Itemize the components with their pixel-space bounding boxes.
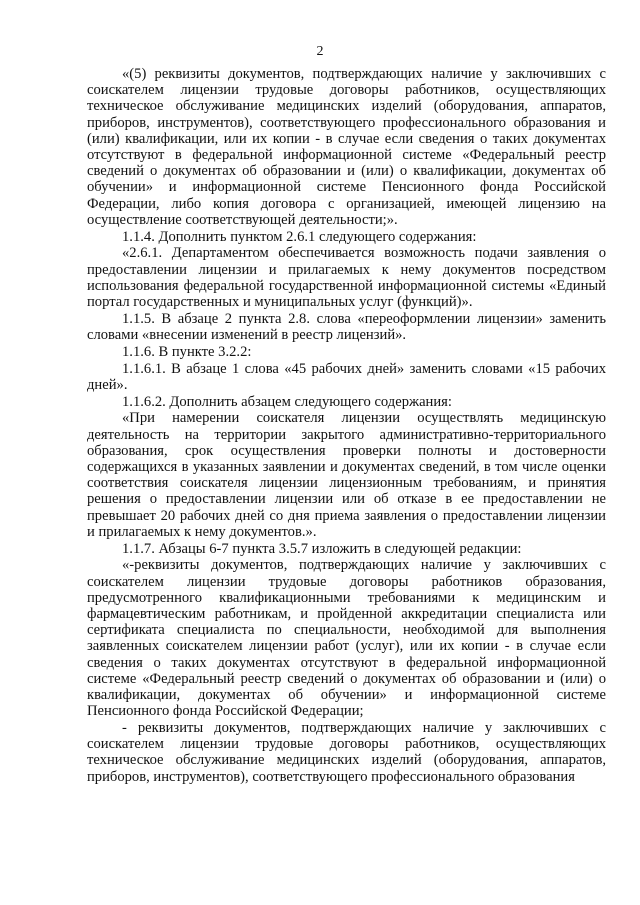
paragraph: - реквизиты документов, подтверждающих наличие у заключивших с соискателем лицензии трудовые договоры работников, осуществляющих техническое обслуживание медицинских изделий (оборудования, аппаратов, приборов, инструментов), соответствующего профессионального образования (87, 720, 606, 785)
paragraph: 1.1.4. Дополнить пунктом 2.6.1 следующего содержания: (122, 228, 477, 245)
paragraph: 1.1.6.2. Дополнить абзацем следующего содержания: (122, 393, 452, 410)
paragraph: «При намерении соискателя лицензии осуществлять медицинскую деятельность на территории закрытого административно-территориального образования, срок осуществления проверки полноты и достоверности содержащихся в указанных заявлении и документах сведений, в том числе оценки соответствия соискателя лицензии лицензионным требованиям, и принятия решения о предоставлении лицензии или об отказе в ее предоставлении не превышает 20 рабочих дней со дня приема заявления о предоставлении лицензии и прилагаемых к нему документов.». (87, 410, 606, 540)
paragraph: 1.1.6.1. В абзаце 1 слова «45 рабочих дней» заменить словами «15 рабочих дней». (87, 360, 606, 393)
paragraph: 1.1.6. В пункте 3.2.2: (122, 343, 252, 360)
page-number: 2 (316, 44, 324, 59)
paragraph: «-реквизиты документов, подтверждающих наличие у заключивших с соискателем лицензии трудовые договоры работников образования, предусмотренного квалификационными требованиями к медицинским и фармацевтическим работникам, и пройденной аккредитации специалиста или сертификата специалиста по специальности, необходимой для выполнения заявленных соискателем лицензии работ (услуг), или их копии - в случае если сведения о таких документах отсутствуют в федеральной информационной системе «Федеральный реестр сведений о документах об образовании и (или) о квалификации, документах об обучении» и информационной системе Пенсионного фонда Российской Федерации; (87, 557, 606, 720)
paragraph: «(5) реквизиты документов, подтверждающих наличие у заключивших с соискателем лицензии трудовые договоры работников, осуществляющих техническое обслуживание медицинских изделий (оборудования, аппаратов, приборов, инструментов), соответствующего профессионального образования и (или) квалификации, или их копии - в случае если сведения о таких документах отсутствуют в федеральной информационной системе «Федеральный реестр сведений о документах об образовании и (или) о квалификации, документах об обучении» и информационной системе Пенсионного фонда Российской Федерации, либо копия договора с организацией, имеющей лицензию на осуществление соответствующей деятельности;». (87, 66, 606, 228)
paragraph: 1.1.7. Абзацы 6-7 пункта 3.5.7 изложить в следующей редакции: (122, 540, 522, 557)
paragraph: 1.1.5. В абзаце 2 пункта 2.8. слова «переоформлении лицензии» заменить словами «внесении изменений в реестр лицензий». (87, 310, 606, 344)
document-body (87, 66, 606, 785)
paragraph: «2.6.1. Департаментом обеспечивается возможность подачи заявления о предоставлении лицензии и прилагаемых к нему документов посредством использования федеральной государственной информационной системы «Единый портал государственных и муниципальных услуг (функций)». (87, 245, 606, 311)
